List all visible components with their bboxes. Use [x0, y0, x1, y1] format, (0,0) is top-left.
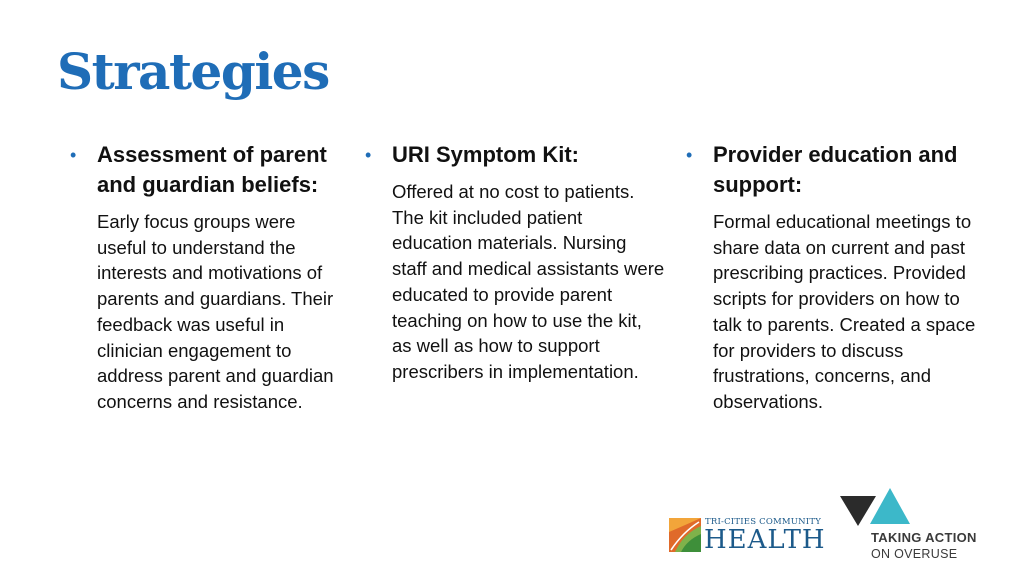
- strategy-column-uri-kit: [365, 140, 665, 385]
- strategy-heading: URI Symptom Kit:: [392, 142, 579, 167]
- bullet-icon: •: [70, 145, 77, 165]
- bullet-icon: •: [365, 145, 372, 165]
- taking-action-logo: [840, 488, 1000, 568]
- health-logo-text: HEALTH: [704, 525, 826, 555]
- bullet-icon: •: [686, 145, 693, 165]
- strategy-column-assessment: [70, 140, 340, 415]
- taking-action-text: TAKING ACTION: [871, 530, 977, 545]
- strategy-heading: Assessment of parent and guardian beliefs:: [97, 142, 327, 197]
- strategy-heading: Provider education and support:: [713, 142, 958, 197]
- triangle-logo-icon: [840, 488, 910, 532]
- strategy-description: Formal educational meetings to share data on current and past prescribing practices. Provided scripts for providers on how to talk to parents. Created a space for providers to discuss frustrations, concerns, and observations.: [713, 211, 976, 412]
- leaf-logo-icon: [669, 518, 701, 552]
- health-logo-subtext: TRI-CITIES COMMUNITY: [705, 517, 822, 527]
- strategy-description: Offered at no cost to patients. The kit included patient education materials. Nursing staff and medical assistants were educated to provide parent teaching on how to use the kit, as well as how to support prescribers in implementation.: [392, 181, 665, 382]
- strategy-description: Early focus groups were useful to understand the interests and motivations of parents and guardians. Their feedback was useful in clinician engagement to address parent and guardian concerns and resistance.: [97, 211, 334, 412]
- slide-title: Strategies: [57, 42, 329, 101]
- on-overuse-text: ON OVERUSE: [871, 547, 958, 561]
- tri-cities-health-logo: [669, 516, 824, 554]
- strategy-column-provider-education: [686, 140, 986, 415]
